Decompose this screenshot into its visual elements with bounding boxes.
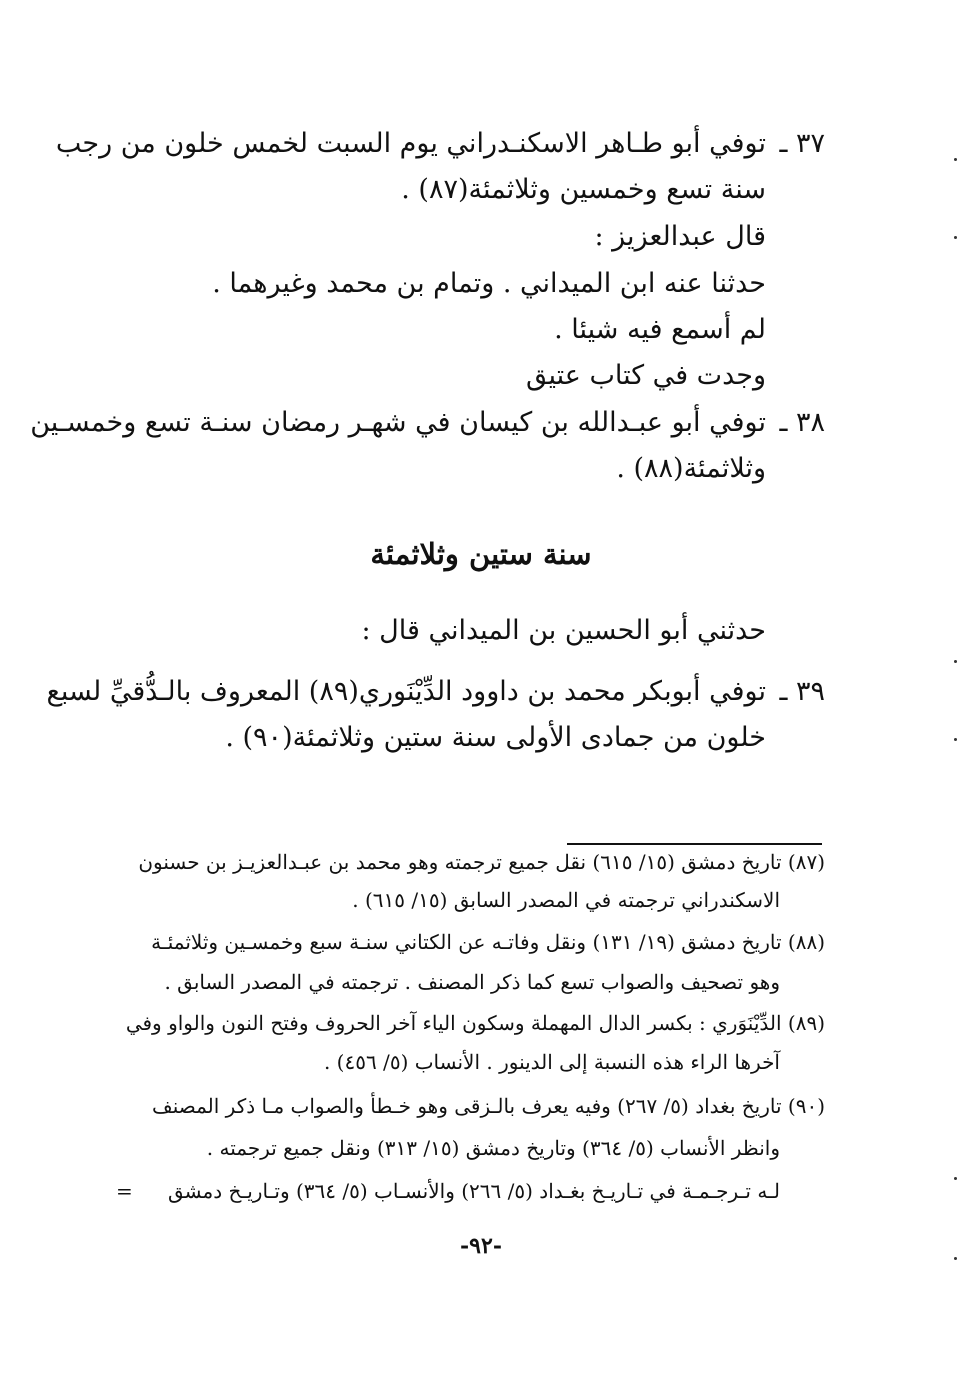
footnote-90-line-3: لـه تـرجـمـة في تـاريـخ بغـداد (٥/ ٢٦٦) والأنسـاب (٥/ ٣٦٤) وتـاريـخ دمشق [167, 1179, 780, 1203]
narration-line-4: وجدت في كتاب عتيق [525, 360, 766, 391]
narration-line-2: حدثنا عنه ابن الميداني . وتمام بن محمد وغيرهما . [212, 268, 766, 299]
section-heading: سنة ستين وثلاثمئة [370, 537, 592, 571]
narration-line-1: قال عبدالعزيز : [594, 221, 766, 252]
scan-speck [954, 1177, 957, 1180]
entry-number-38: ٣٨ ـ [779, 407, 825, 438]
entry-37-line-1: توفي أبو طـاهر الاسكنـدراني يوم السبت لخمس خلون من رجب [55, 128, 766, 159]
entry-38-line-2: وثلاثمئة(٨٨) . [616, 453, 766, 484]
footnote-89-line-2: آخرها الراء هذه النسبة إلى الدينور . الأنساب (٥/ ٤٥٦) . [323, 1050, 780, 1074]
footnote-87-line-1: (٨٧) تاريخ دمشق (١٥/ ٦١٥) نقل جميع ترجمته وهو محمد بن عبـدالعزيـز بن حسنون [138, 850, 825, 874]
footnote-separator [567, 843, 822, 845]
scan-speck [954, 1257, 957, 1260]
entry-number-39: ٣٩ ـ [779, 676, 825, 707]
scan-speck [954, 660, 957, 663]
scan-speck [954, 158, 957, 161]
entry-37-line-2: سنة تسع وخمسين وثلاثمئة(٨٧) . [401, 174, 766, 205]
entry-number-37: ٣٧ ـ [779, 128, 825, 159]
intro-line: حدثني أبو الحسين بن الميداني قال : [361, 615, 766, 646]
footnote-88-line-1: (٨٨) تاريخ دمشق (١٩/ ١٣١) ونقل وفاتـه عن الكتاني سنـة سبع وخمسـين وثلاثمئـة [151, 930, 825, 954]
narration-line-3: لم أسمع فيه شيئا . [554, 314, 766, 345]
footnote-88-line-2: وهو تصحيف والصواب تسع كما ذكر المصنف . ترجمته في المصدر السابق . [164, 970, 780, 994]
continuation-mark: = [116, 1179, 133, 1203]
entry-39-line-2: خلون من جمادى الأولى سنة ستين وثلاثمئة(٩٠) . [225, 722, 766, 753]
scan-speck [954, 738, 957, 741]
entry-39-line-1: توفي أبوبكر محمد بن داوود الدِّيْنَوري(٨٩) المعروف بالـدُّقيِّ لسبع [46, 676, 766, 707]
footnote-90-line-1: (٩٠) تاريخ بغداد (٥/ ٢٦٧) وفيه يعرف بالـزقى وهو خـطأ والصواب مـا ذكر المصنف [152, 1094, 825, 1118]
page-number: -٩٢- [460, 1233, 502, 1259]
footnote-90-line-2: وانظر الأنساب (٥/ ٣٦٤) وتاريخ دمشق (١٥/ ٣١٣) ونقل جميع ترجمته . [206, 1136, 780, 1160]
scan-speck [954, 236, 957, 239]
entry-38-line-1: توفي أبو عبـدالله بن كيسان في شهـر رمضان سنـة تسع وخمسـين [30, 407, 766, 438]
footnote-89-line-1: (٨٩) الدِّيْنَوَري : بكسر الدال المهملة وسكون الياء آخر الحروف وفتح النون والواو وفي [125, 1011, 825, 1035]
footnote-87-line-2: الاسكندراني ترجمته في المصدر السابق (١٥/ ٦١٥) . [352, 888, 780, 912]
